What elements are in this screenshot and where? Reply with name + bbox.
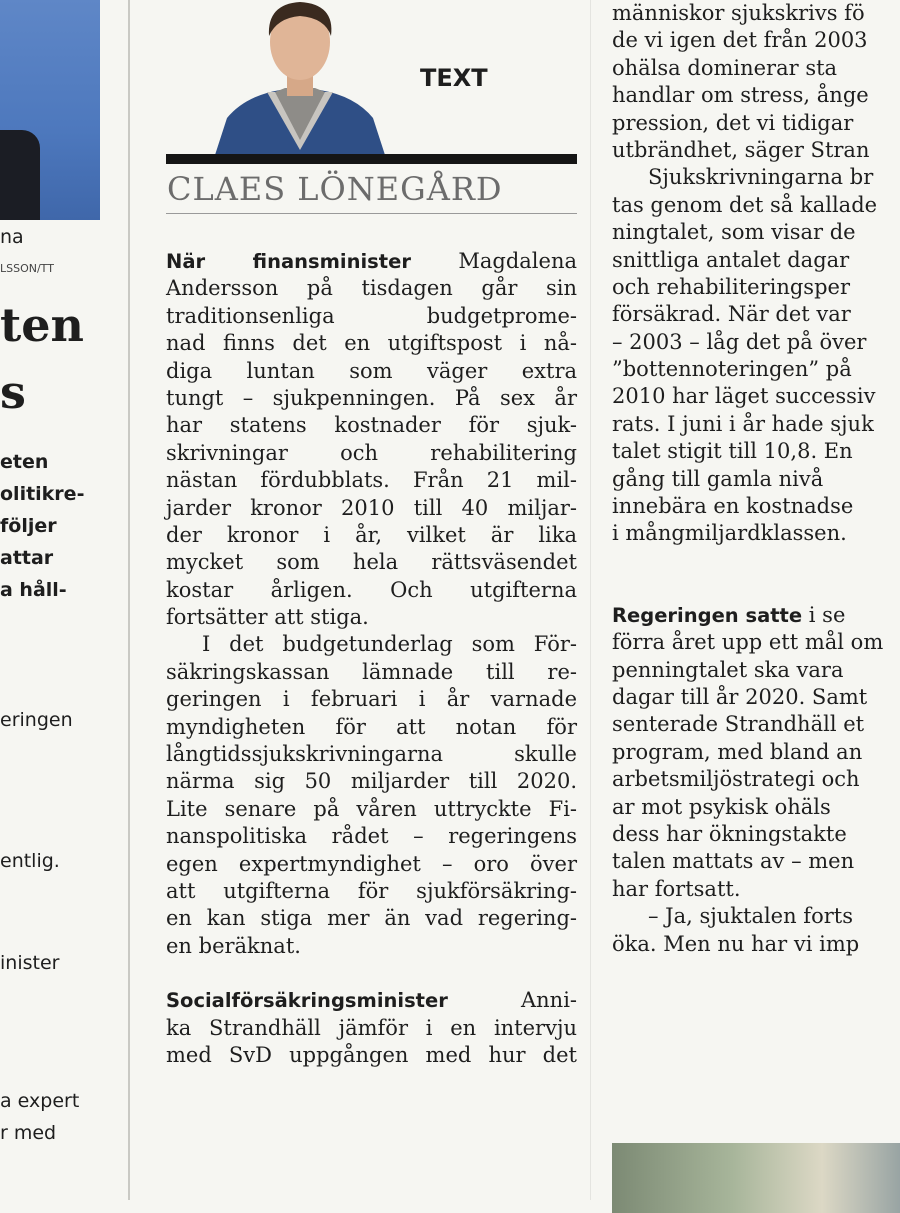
text-line: talen mattats av – men — [612, 849, 855, 874]
text-line: I det budgetunderlag som För- — [202, 632, 577, 657]
text-line: utbrändhet, säger Stran — [612, 137, 870, 162]
text-line: tas genom det så kallade — [612, 192, 878, 217]
text-line: myndigheten för att notan för — [166, 714, 577, 739]
body-fragment: a expert — [0, 1090, 80, 1112]
text-line: har statens kostnader för sjuk- — [166, 413, 577, 438]
text-line: talet stigit till 10,8. En — [612, 439, 853, 464]
previous-article-photo — [0, 0, 100, 220]
text-line: gång till gamla nivå — [612, 466, 824, 491]
text-line: försäkrad. När det var — [612, 302, 851, 327]
paragraph-3 — [166, 987, 577, 1069]
text-line: tungt – sjukpenningen. På sex år — [166, 385, 577, 410]
text-line: säkringskassan lämnade till re- — [166, 659, 577, 684]
text-line: kostar årligen. Och utgifterna — [166, 577, 577, 602]
paragraph-r1 — [612, 0, 900, 164]
text-line: – 2003 – låg det på över — [612, 329, 867, 354]
text-line: de vi igen det från 2003 — [612, 28, 868, 53]
text-line: och rehabiliteringsper — [612, 274, 850, 299]
text-line: har fortsatt. — [612, 876, 741, 901]
text-line: 2010 har läget successiv — [612, 384, 876, 409]
text-line: traditionsenliga budgetprome- — [166, 303, 577, 328]
text-line: snittliga antalet dagar — [612, 247, 850, 272]
text-line: egen expertmyndighet – oro över — [166, 851, 577, 876]
byline-divider — [166, 213, 577, 214]
text-line: – Ja, sjuktalen forts — [648, 904, 853, 929]
text-line: i mångmiljardklassen. — [612, 521, 847, 546]
text-line: en beräknat. — [166, 933, 301, 958]
text-line: pression, det vi tidigar — [612, 110, 854, 135]
text-line: öka. Men nu har vi imp — [612, 931, 860, 956]
text-line: mycket som hela rättsväsendet — [166, 550, 577, 575]
text-line: der kronor i år, vilket är lika — [166, 522, 577, 547]
column-divider — [128, 0, 130, 1200]
previous-article-column — [0, 0, 128, 1200]
text-line: ”bottennoteringen” på — [612, 357, 852, 382]
photo-credit: LSSON/TT — [0, 262, 54, 275]
text-line: dess har ökningstakte — [612, 821, 847, 846]
text-line: arbetsmiljöstrategi och — [612, 767, 860, 792]
ingress-fragment: eten olitikre- följer attar a håll- — [0, 451, 85, 601]
byline-label: TEXT — [420, 64, 488, 92]
text-line: med SvD uppgången med hur det — [166, 1042, 577, 1067]
text-line: jarder kronor 2010 till 40 miljar- — [166, 495, 577, 520]
text-line: penningtalet ska vara — [612, 657, 844, 682]
paragraph-1 — [166, 248, 577, 631]
article-photo — [612, 1143, 900, 1213]
headline-fragment-1: ten — [0, 298, 84, 352]
text-line: ohälsa dominerar sta — [612, 55, 838, 80]
text-line: människor sjukskrivs fö — [612, 1, 865, 25]
paragraph-r3 — [612, 602, 900, 903]
paragraph-2 — [166, 631, 577, 960]
text-line: diga luntan som väger extra — [166, 358, 577, 383]
text-line: förra året upp ett mål om — [612, 630, 884, 655]
text-line: långtidssjukskrivningarna skulle — [166, 742, 577, 767]
text-line: rats. I juni i år hade sjuk — [612, 411, 874, 436]
article-column-right — [612, 0, 900, 958]
text-line: senterade Strandhäll et — [612, 712, 865, 737]
text-line: nad finns det en utgiftspost i nå- — [166, 331, 577, 356]
byline-bar — [166, 154, 577, 164]
text-line: geringen i februari i år varnade — [166, 687, 577, 712]
headline-fragment-2: s — [0, 365, 26, 419]
text-line: ar mot psykisk ohäls — [612, 794, 831, 819]
text-line: ka Strandhäll jämför i en intervju — [166, 1015, 577, 1040]
text-line: När finansminister Magdalena — [166, 249, 577, 273]
text-line: Socialförsäkringsminister Anni- — [166, 988, 577, 1013]
text-line: nanspolitiska rådet – regeringens — [166, 824, 577, 849]
body-fragment: inister — [0, 952, 60, 974]
body-fragment: entlig. — [0, 850, 60, 872]
body-fragment: r med — [0, 1122, 57, 1144]
text-line: Regeringen satte i se — [612, 602, 846, 627]
text-line: Sjukskrivningarna br — [648, 165, 874, 190]
text-line: Lite senare på våren uttryckte Fi- — [166, 796, 577, 821]
text-line: en kan stiga mer än vad regering- — [166, 906, 577, 931]
author-portrait — [205, 0, 395, 155]
text-line: ningtalet, som visar de — [612, 220, 856, 245]
text-line: närma sig 50 miljarder till 2020. — [166, 769, 577, 794]
author-name: CLAES LÖNEGÅRD — [167, 170, 503, 208]
text-line: dagar till år 2020. Samt — [612, 684, 868, 709]
text-line: fortsätter att stiga. — [166, 605, 369, 630]
paragraph-r2 — [612, 164, 900, 547]
text-line: Andersson på tisdagen går sin — [166, 276, 577, 301]
text-line: handlar om stress, ånge — [612, 83, 869, 108]
body-fragment: eringen — [0, 709, 73, 731]
text-line: program, med bland an — [612, 739, 863, 764]
article-column-middle — [166, 248, 577, 1069]
text-line: nästan fördubblats. Från 21 mil- — [166, 468, 577, 493]
column-divider — [590, 0, 591, 1200]
text-line: skrivningar och rehabilitering — [166, 440, 577, 465]
paragraph-r4 — [612, 903, 900, 958]
text-line: att utgifterna för sjukförsäkring- — [166, 878, 577, 903]
text-line: innebära en kostnadse — [612, 494, 854, 519]
author-portrait-image — [205, 0, 395, 155]
photo-caption-fragment: na — [0, 226, 24, 248]
